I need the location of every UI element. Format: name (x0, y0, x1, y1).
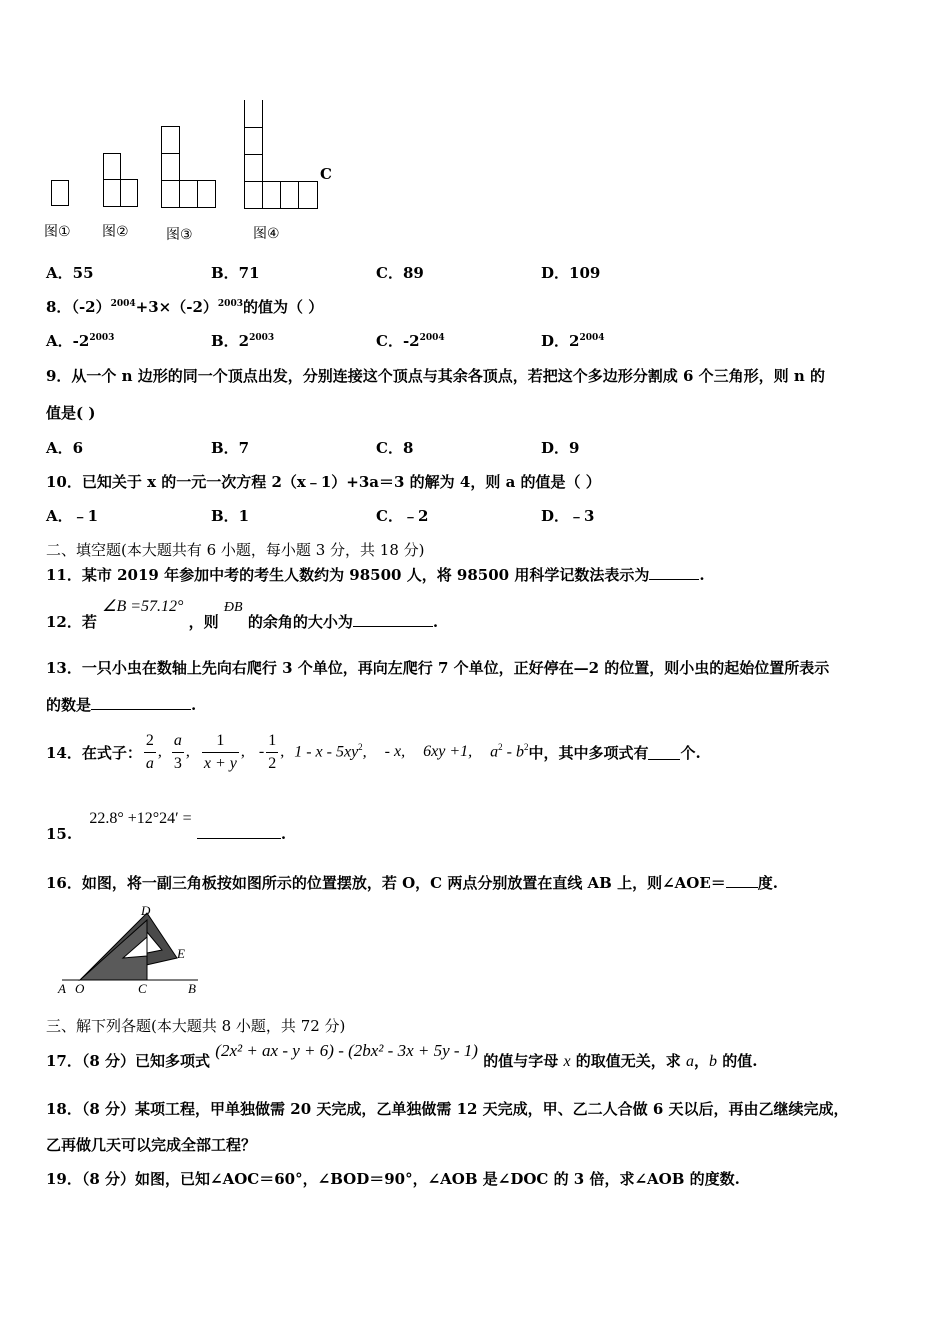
q8-option-a[interactable] (46, 330, 114, 351)
fig3-square (179, 180, 198, 208)
q12-mid: ，则 (188, 613, 219, 631)
q8-part: 的值为（ ） (242, 298, 324, 316)
q10-option-a[interactable]: A．﹣1 (46, 507, 99, 525)
q14-expr: $a^2 - b^2$ (490, 742, 529, 761)
q17-mid: 的值与字母 (483, 1052, 559, 1070)
q7-option-b[interactable]: B．71 (211, 264, 260, 282)
q8-stem (46, 296, 323, 317)
q8-part: +3×（-2） (135, 298, 218, 316)
fig4-corner-label: C (320, 165, 332, 183)
q8-option-c-text: C．-2 (376, 332, 420, 350)
q17-var-a: a (686, 1053, 695, 1070)
q12-angle-math: ∠B =57.12° (102, 598, 184, 615)
q9-option-a[interactable]: A．6 (46, 439, 84, 457)
fig4-square (244, 154, 263, 182)
fig3-square (161, 126, 180, 154)
q13-line2-text: 的数是 (46, 696, 92, 714)
q14-frac-den: 2 (268, 754, 277, 772)
q8-option-c-exp: 2004 (419, 333, 445, 343)
q14-stem: 14．在式子： $\frac{2}{a}$ , $\frac{a}{3}$ , $\frac{1}{x + y}$ , - $\frac{1}{2}$ , 1 - x - $5xy^2$, - x, 6xy +1, $a^2 - b^2$ 中，其中多项式有 个. (46, 728, 701, 776)
section2-heading: 二、填空题(本大题共有 6 小题，每小题 3 分，共 18 分) (46, 541, 425, 559)
q14-frac-num: 1 (266, 730, 278, 753)
q14-expr-exp: 2 (358, 742, 363, 753)
q14-tail: 中，其中多项式有 (528, 743, 649, 762)
q10-option-b[interactable]: B．1 (211, 507, 250, 525)
q14-fraction (172, 730, 184, 775)
q14-expr-text: a (490, 743, 499, 761)
q17-mid2: 的取值无关，求 (575, 1052, 681, 1070)
q18-line2: 乙再做几天可以完成全部工程？ (46, 1136, 257, 1154)
figure-row (0, 0, 950, 250)
fig2-square (120, 179, 138, 207)
q9-line2: 值是( ) (46, 404, 96, 422)
q14-expr: 1 - x - $5xy^2$, (294, 742, 367, 761)
fig2-label: 图② (102, 224, 129, 240)
q14-expr-text: 1 - x - 5xy (294, 743, 359, 761)
q14-frac-num: 1 (202, 730, 239, 753)
q8-option-d[interactable] (541, 330, 605, 351)
q14-frac-num: 2 (144, 730, 156, 753)
q14-blank[interactable] (648, 745, 680, 760)
fig3-label: 图③ (166, 227, 193, 243)
q14-number: 14．在式子： (46, 743, 142, 762)
q14-frac-den: 3 (173, 754, 182, 772)
label-e: E (177, 946, 185, 961)
q8-option-b[interactable] (211, 330, 274, 351)
fig4-label: 图④ (253, 226, 280, 242)
label-b: B (188, 981, 196, 996)
q18-line1: 18．（8 分）某项工程，甲单独做需 20 天完成，乙单独做需 12 天完成，甲、乙二人合做 6 天以后，再由乙继续完成， (46, 1100, 849, 1118)
q8-option-d-text: D．2 (541, 332, 580, 350)
q12-angle-math: ÐB (223, 600, 243, 615)
q14-expr-text: - b (502, 743, 524, 761)
fig2-square (103, 153, 121, 180)
q14-frac-den: a (145, 754, 154, 772)
q14-frac-num: a (172, 730, 184, 753)
fig4-square (262, 181, 281, 209)
q17-comma: ， (694, 1052, 710, 1070)
q8-option-b-text: B．2 (211, 332, 250, 350)
q17-var-b: b (709, 1053, 718, 1070)
q17-number: 17．（8 分）已知多项式 (46, 1052, 211, 1070)
q13-blank[interactable] (91, 695, 191, 710)
q15-stem: 15. 22.8° +12°24′ = . (46, 810, 287, 843)
q17-var-x: x (563, 1053, 571, 1070)
q17-polynomial-math: (2x² + ax - y + 6) - (2bx² - 3x + 5y - 1) (215, 1041, 478, 1060)
q13-line2: 的数是 . (46, 696, 197, 714)
fig3-square (161, 180, 180, 208)
fig4-square (244, 127, 263, 155)
q9-line1: 9．从一个 n 边形的同一个顶点出发，分别连接这个顶点与其余各顶点，若把这个多边形分割成 6 个三角形，则 n 的 (46, 367, 826, 385)
q14-frac-den: x + y (203, 754, 237, 772)
q17-end: 的值. (722, 1052, 758, 1070)
q8-number: 8． (46, 298, 72, 316)
fig4-square (280, 181, 299, 209)
q9-option-b[interactable]: B．7 (211, 439, 250, 457)
fig4-square (244, 100, 263, 128)
q12-stem: 12．若 ∠B =57.12° ，则 ÐB 的余角的大小为 . (46, 598, 439, 631)
q14-end: 个. (680, 743, 701, 762)
q16-end: 度. (757, 874, 779, 892)
q8-part: （-2） (71, 298, 111, 316)
q9-option-d[interactable]: D．9 (541, 439, 580, 457)
label-a: A (58, 981, 66, 996)
fig1-square (51, 180, 69, 206)
q19-stem: 19．（8 分）如图，已知∠AOC＝60°，∠BOD＝90°，∠AOB 是∠DOC 的 3 倍，求∠AOB 的度数. (46, 1170, 740, 1188)
fig3-square (197, 180, 216, 208)
q16-text: 16．如图，将一副三角板按如图所示的位置摆放，若 O，C 两点分别放置在直线 AB 上，则∠AOE＝ (46, 874, 726, 892)
q8-option-a-text: A．-2 (46, 332, 90, 350)
q7-option-c[interactable]: C．89 (376, 264, 424, 282)
q15-math: 22.8° +12°24′ = (89, 810, 192, 827)
q10-stem: 10．已知关于 x 的一元一次方程 2（x﹣1）+3a＝3 的解为 4，则 a 的值是（ ） (46, 473, 601, 491)
label-d: D (141, 903, 151, 918)
q8-exp: 2003 (217, 299, 243, 309)
q8-exp: 2004 (110, 299, 136, 309)
q14-neg-sign: - (258, 743, 265, 760)
q16-blank[interactable] (726, 873, 758, 888)
q14-fraction (202, 730, 239, 775)
fig2-square (103, 179, 121, 207)
q8-option-d-exp: 2004 (579, 333, 605, 343)
q11-stem: 11．某市 2019 年参加中考的考生人数约为 98500 人，将 98500 用科学记数法表示为 . (46, 566, 705, 584)
fig4-square (244, 181, 263, 209)
q16-stem (46, 872, 778, 893)
q12-number: 12．若 (46, 613, 97, 631)
section3-heading: 三、解下列各题(本大题共 8 小题，共 72 分) (46, 1017, 346, 1035)
q11-text: 11．某市 2019 年参加中考的考生人数约为 98500 人，将 98500 用科学记数法表示为 (46, 566, 650, 584)
q8-option-c[interactable] (376, 330, 445, 351)
q11-blank[interactable] (649, 565, 699, 580)
q9-option-c[interactable]: C．8 (376, 439, 414, 457)
q8-option-a-exp: 2003 (89, 333, 115, 343)
fig3-square (161, 153, 180, 181)
q12-tail: 的余角的大小为 (247, 613, 353, 631)
label-c: C (138, 981, 147, 996)
q15-number: 15. (46, 825, 73, 843)
fig4-square (298, 181, 318, 209)
q10-option-c[interactable]: C．﹣2 (376, 507, 429, 525)
q14-expr: - x, (384, 743, 406, 760)
q7-option-d[interactable]: D．109 (541, 264, 601, 282)
q14-expr: 6xy +1, (423, 743, 473, 760)
q12-blank[interactable] (353, 612, 433, 627)
q8-option-b-exp: 2003 (249, 333, 275, 343)
fig1-label: 图① (44, 224, 71, 240)
q16-triangle-figure (50, 900, 210, 1000)
q7-option-a[interactable]: A．55 (46, 264, 94, 282)
q14-fraction (144, 730, 156, 775)
q14-fraction (266, 730, 278, 775)
label-o: O (75, 981, 85, 996)
q17-stem (46, 1040, 758, 1070)
q13-line1: 13．一只小虫在数轴上先向右爬行 3 个单位，再向左爬行 7 个单位，正好停在—2 的位置，则小虫的起始位置所表示 (46, 659, 830, 677)
q10-option-d[interactable]: D．﹣3 (541, 507, 595, 525)
q15-blank[interactable] (197, 824, 281, 839)
